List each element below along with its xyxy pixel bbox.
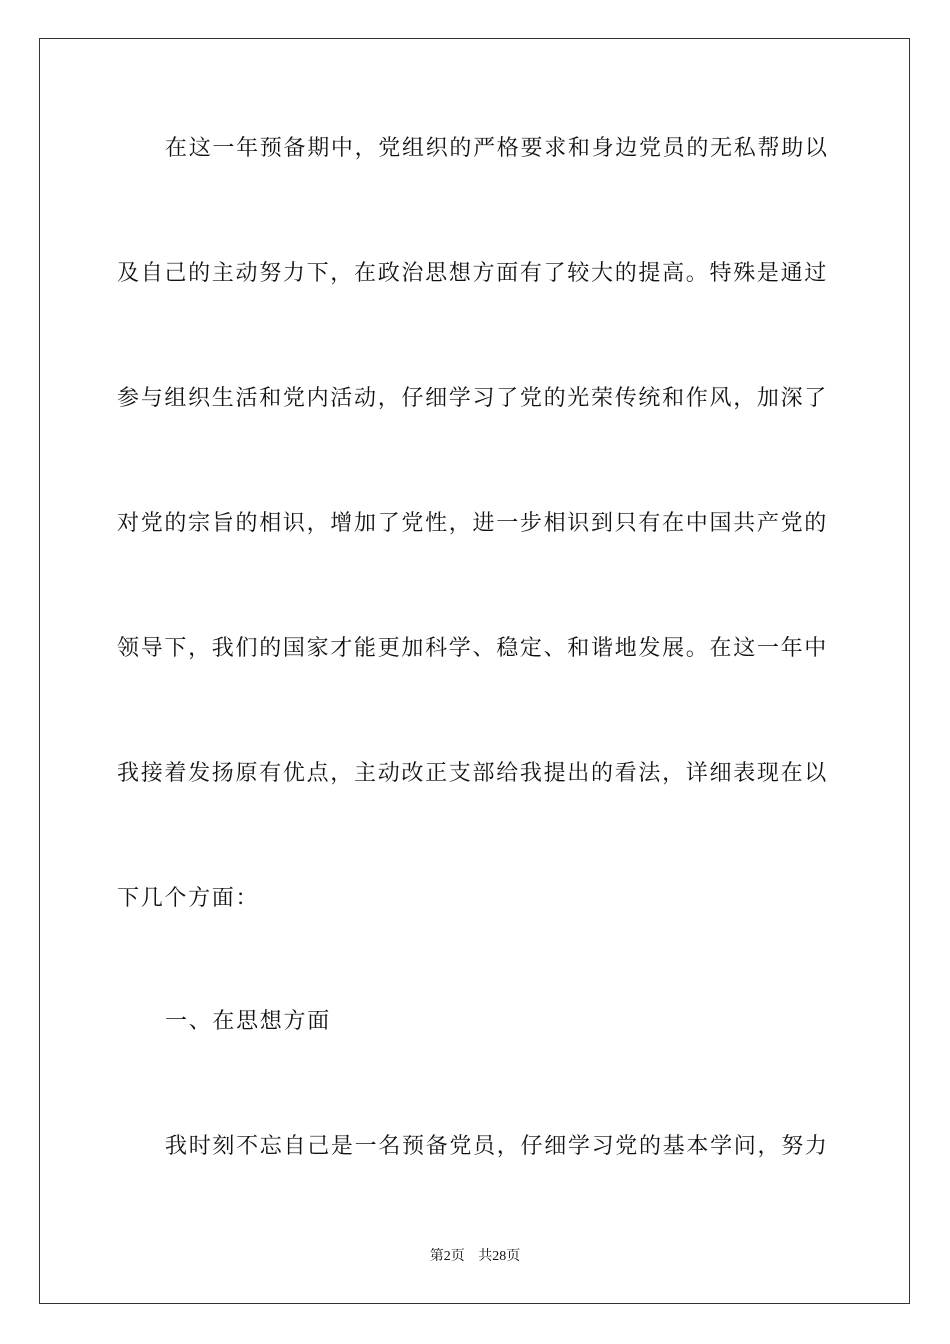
paragraph-line: 对党的宗旨的相识，增加了党性，进一步相识到只有在中国共产党的: [117, 511, 829, 536]
paragraph-line: 在这一年预备期中，党组织的严格要求和身边党员的无私帮助以: [165, 136, 829, 161]
paragraph-line: 及自己的主动努力下，在政治思想方面有了较大的提高。特殊是通过: [117, 261, 829, 286]
page-number-footer: 第2页 共28页: [429, 1249, 521, 1264]
paragraph-line: 参与组织生活和党内活动，仔细学习了党的光荣传统和作风，加深了: [117, 386, 829, 411]
page-border: [39, 38, 910, 1304]
paragraph-line: 我接着发扬原有优点，主动改正支部给我提出的看法，详细表现在以: [117, 761, 829, 786]
section-heading: 一、在思想方面: [165, 1009, 331, 1034]
paragraph-line: 领导下，我们的国家才能更加科学、稳定、和谐地发展。在这一年中: [117, 636, 829, 661]
paragraph-line: 下几个方面：: [117, 886, 260, 911]
paragraph-line: 我时刻不忘自己是一名预备党员，仔细学习党的基本学问，努力: [165, 1134, 829, 1159]
